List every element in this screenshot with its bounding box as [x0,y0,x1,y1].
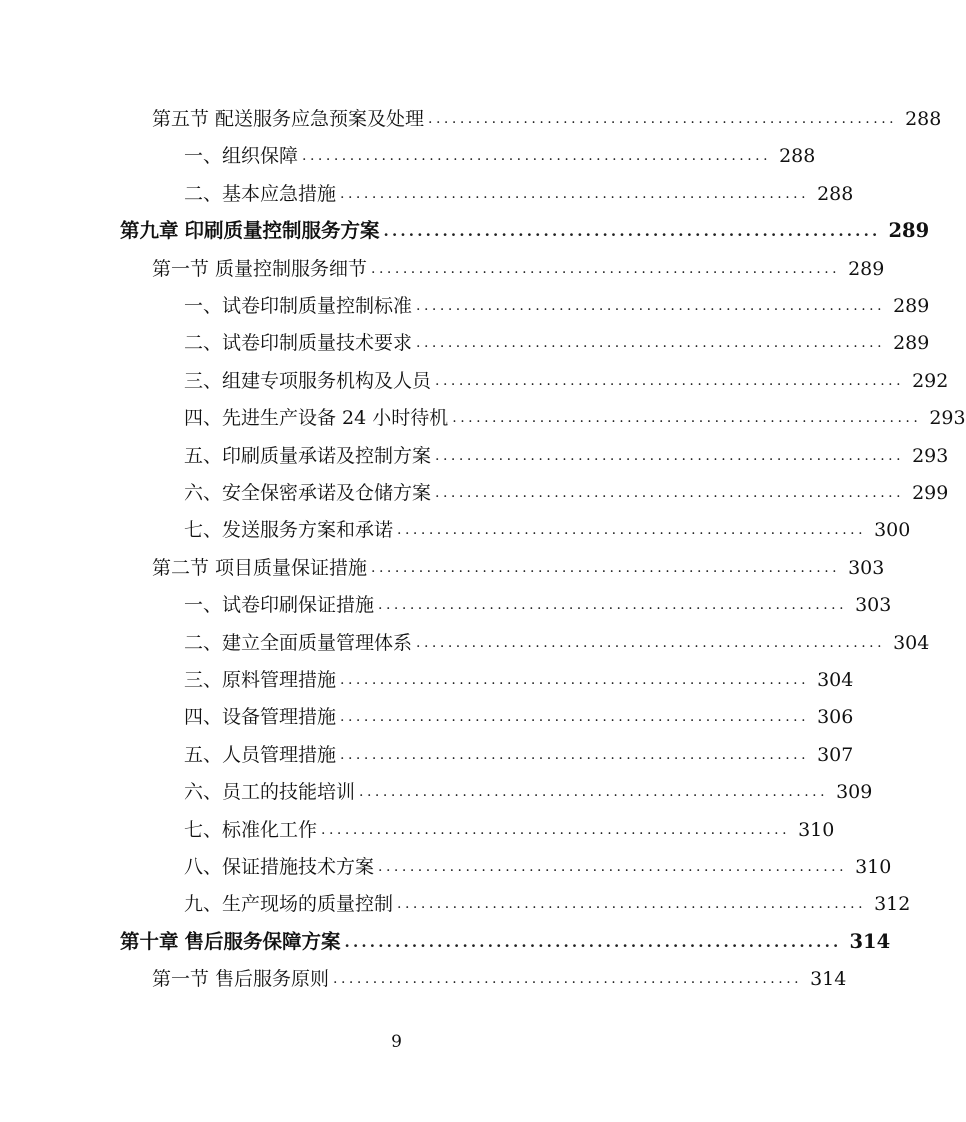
toc-leader-dots: ........................................................... [340,185,810,202]
toc-entry-item[interactable] [184,441,949,471]
toc-entry-text [120,216,380,246]
toc-entry-text [184,441,431,471]
toc-entry-title: 三、组建专项服务机构及人员 [184,369,432,392]
toc-leader-dots: ........................................................... [435,485,905,501]
toc-page-number: 289 [893,295,930,317]
toc-leader-dots: ........................................................... [344,932,842,951]
toc-leader-dots: ........................................................... [378,859,848,875]
toc-entry-prefix: 第九章 [120,219,179,243]
toc-entry-title: 印刷质量控制服务方案 [184,219,380,243]
toc-leader-dots: ........................................................... [371,559,841,576]
toc-entry-text [184,291,412,321]
toc-entry-text [152,254,367,284]
toc-leader-dots: ........................................................... [428,111,898,127]
toc-entry-text [184,815,317,845]
toc-leader-dots: ........................................................... [397,896,867,913]
toc-entry-item[interactable] [184,628,930,658]
toc-page-number: 307 [817,743,854,766]
toc-entry-chapter[interactable] [120,216,930,246]
toc-page-number: 289 [848,257,885,280]
toc-entry-title: 售后服务原则 [215,968,330,991]
toc-entry-title: 一、组织保障 [184,145,299,168]
toc-entry-item[interactable] [184,291,930,321]
toc-entry-title: 项目质量保证措施 [215,556,368,579]
toc-page-number: 310 [855,856,892,878]
toc-leader-dots: ........................................................... [397,522,867,539]
toc-entry-title: 二、试卷印制质量技术要求 [184,332,413,355]
toc-entry-item[interactable] [184,777,873,807]
toc-entry-title: 七、标准化工作 [184,818,318,841]
toc-leader-dots: ........................................................... [416,335,886,352]
toc-entry-text [184,328,412,358]
toc-leader-dots: ........................................................... [302,148,772,165]
toc-entry-section[interactable] [152,964,847,994]
toc-entry-text [184,665,336,695]
toc-entry-item[interactable] [184,889,911,919]
toc-leader-dots: ........................................................... [383,222,881,241]
toc-page-number: 300 [874,519,911,542]
toc-entry-text [184,366,431,396]
toc-entry-title: 配送服务应急预案及处理 [215,108,425,130]
toc-entry-title: 四、先进生产设备 24 小时待机 [184,407,449,430]
toc-leader-dots: ........................................................... [340,672,810,688]
toc-leader-dots: ........................................................... [416,634,886,651]
toc-page-number: 310 [798,818,835,841]
toc-entry-text [184,628,412,658]
toc-entry-text [184,889,393,919]
toc-entry-title: 一、试卷印刷保证措施 [184,594,375,617]
toc-entry-text [184,590,374,620]
toc-leader-dots: ........................................................... [321,821,791,838]
toc-entry-text [184,702,336,732]
toc-entry-text [184,478,431,508]
toc-leader-dots: ........................................................... [371,260,841,277]
toc-entry-title: 二、基本应急措施 [184,182,337,205]
toc-entry-title: 售后服务保障方案 [184,929,341,953]
toc-leader-dots: ........................................................... [378,597,848,614]
toc-page-number: 303 [855,594,892,617]
toc-page-number: 304 [893,631,930,654]
toc-page-number: 309 [836,781,873,804]
toc-page-number: 314 [849,929,891,953]
toc-entry-title: 一、试卷印制质量控制标准 [184,295,413,317]
toc-leader-dots: ........................................................... [340,746,810,763]
toc-entry-text [184,852,374,882]
toc-entry-text [152,553,367,583]
toc-leader-dots: ........................................................... [416,298,886,314]
toc-entry-title: 七、发送服务方案和承诺 [184,519,394,542]
toc-entry-title: 质量控制服务细节 [215,257,368,280]
toc-page-number: 314 [810,968,847,991]
toc-leader-dots: ........................................................... [435,447,905,464]
toc-entry-text [184,777,355,807]
toc-entry-chapter[interactable] [120,927,891,957]
toc-entry-item[interactable] [184,478,949,508]
toc-page-number: 306 [817,706,854,729]
toc-entry-text [120,927,341,957]
toc-page-number: 289 [888,219,930,243]
toc-page-number: 304 [817,669,854,691]
toc-entry-item[interactable] [184,702,854,732]
toc-entry-text [184,141,298,171]
toc-page-number: 288 [779,145,816,168]
toc-entry-item[interactable] [184,815,835,845]
toc-entry-text [184,179,336,209]
toc-page-number: 299 [912,482,949,504]
toc-entry-section[interactable] [152,553,885,583]
toc-entry-prefix: 第五节 [152,108,210,130]
toc-entry-prefix: 第二节 [152,556,210,579]
toc-entry-item[interactable] [184,328,930,358]
toc-entry-text [152,104,424,134]
toc-entry-item[interactable] [184,852,892,882]
toc-entry-section[interactable] [152,104,942,134]
toc-entry-item[interactable] [184,403,966,433]
toc-entry-item[interactable] [184,515,911,545]
toc-page-number: 289 [893,332,930,355]
toc-entry-text [184,515,393,545]
toc-page-number: 293 [912,444,949,467]
toc-page-number: 312 [874,893,911,916]
toc-entry-section[interactable] [152,254,885,284]
toc-entry-text [184,740,336,770]
toc-leader-dots: ........................................................... [340,709,810,726]
toc-entry-prefix: 第十章 [120,929,179,953]
toc-entry-title: 六、安全保密承诺及仓储方案 [184,482,432,504]
toc-entry-item[interactable] [184,141,816,171]
toc-entry-title: 八、保证措施技术方案 [184,856,375,878]
toc-entry-item[interactable] [184,179,854,209]
toc-entry-title: 四、设备管理措施 [184,706,337,729]
toc-entry-title: 五、人员管理措施 [184,743,337,766]
toc-entry-text [152,964,329,994]
toc-entry-item[interactable] [184,740,854,770]
toc-page-number: 303 [848,556,885,579]
toc-page-number: 288 [905,108,942,130]
toc-leader-dots: ........................................................... [333,971,803,988]
toc-leader-dots: ........................................................... [359,784,829,801]
toc-entry-title: 三、原料管理措施 [184,669,337,691]
toc-entry-title: 二、建立全面质量管理体系 [184,631,413,654]
toc-entry-prefix: 第一节 [152,968,210,991]
page-number: 9 [391,1032,402,1052]
toc-entry-prefix: 第一节 [152,257,210,280]
toc-page-number: 293 [929,407,966,430]
toc-entry-item[interactable] [184,665,854,695]
toc-page-number: 288 [817,182,854,205]
toc-entry-item[interactable] [184,590,892,620]
toc-entry-text [184,403,448,433]
toc-leader-dots: ........................................................... [452,410,922,427]
toc-leader-dots: ........................................................... [435,372,905,389]
toc-entry-title: 五、印刷质量承诺及控制方案 [184,444,432,467]
toc-entry-title: 九、生产现场的质量控制 [184,893,394,916]
toc-entry-item[interactable] [184,366,949,396]
toc-page-number: 292 [912,369,949,392]
toc-entry-title: 六、员工的技能培训 [184,781,356,804]
